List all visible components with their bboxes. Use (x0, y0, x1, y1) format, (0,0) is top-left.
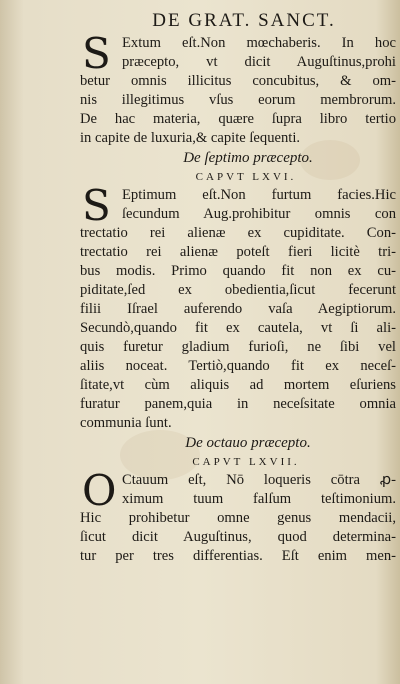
text-line: trectatio rei alienæ ex cupiditate. Con- (80, 225, 396, 241)
paragraph-octauum (80, 466, 396, 566)
text-line: communia ſunt. (80, 415, 172, 431)
text-line: bus modis. Primo quando fit non ex cu- (80, 263, 396, 279)
text-line: ſecundum Aug.prohibitur omnis con (122, 206, 396, 222)
paragraph-septimum (80, 181, 396, 433)
text-line: quis furetur gladium furioſi, ne ſibi vel (80, 339, 396, 355)
text-line: tur per tres differentias. Eſt enim men- (80, 548, 396, 564)
text-line: trectatio rei alienæ poteſt fieri licitè tri- (80, 244, 396, 260)
running-head: DE GRAT. SANCT. (152, 10, 336, 31)
text-block (80, 8, 396, 566)
text-line: Secundò,quando fit ex cautela, vt ſi ali- (80, 320, 396, 336)
text-line: furatur panem,quia in neceſsitate omnia (80, 396, 396, 412)
text-line: betur omnis illicitus concubitus, & om- (80, 73, 396, 89)
text-line: nis illegitimus vſus eorum membrorum. (80, 92, 396, 108)
section-subtitle: De octauo præcepto. (185, 435, 311, 451)
text-line: Eptimum eſt.Non furtum facies.Hic (122, 187, 396, 203)
drop-cap: S (82, 29, 111, 78)
text-line: Hic prohibetur omne genus mendacii, (80, 510, 396, 526)
paragraph-sextum (80, 29, 396, 148)
text-line: ximum tuum falſum teſtimonium. (122, 491, 396, 507)
section-subtitle: De ſeptimo præcepto. (183, 150, 313, 166)
text-line: Extum eſt.Non mœchaberis. In hoc (122, 35, 396, 51)
text-line: in capite de luxuria,& capite ſequenti. (80, 130, 301, 146)
chapter-heading: CAPVT LXVI. (195, 171, 297, 183)
text-line: ſicut dicit Auguſtinus, quod determina- (80, 529, 396, 545)
text-line: Ctauum eſt, Nō loqueris cōtra ꝓ- (122, 472, 396, 488)
text-line: De hac materia, quære ſupra libro tertio (80, 111, 396, 127)
chapter-heading: CAPVT LXVII. (192, 456, 300, 468)
text-line: præcepto, vt dicit Auguſtinus,prohi (122, 54, 396, 70)
drop-cap: S (82, 181, 111, 230)
text-line: filii Iſrael auferendo vaſa Aegiptiorum. (80, 301, 396, 317)
text-line: aliis noceat. Tertiò,quando fit ex neceſ- (80, 358, 396, 374)
text-line: piditate,ſed ex obedientia,ſicut fecerunt (80, 282, 396, 298)
text-line: ſitate,vt cùm aliquis ad mortem eſuriens (80, 377, 396, 393)
drop-cap: O (82, 466, 117, 515)
